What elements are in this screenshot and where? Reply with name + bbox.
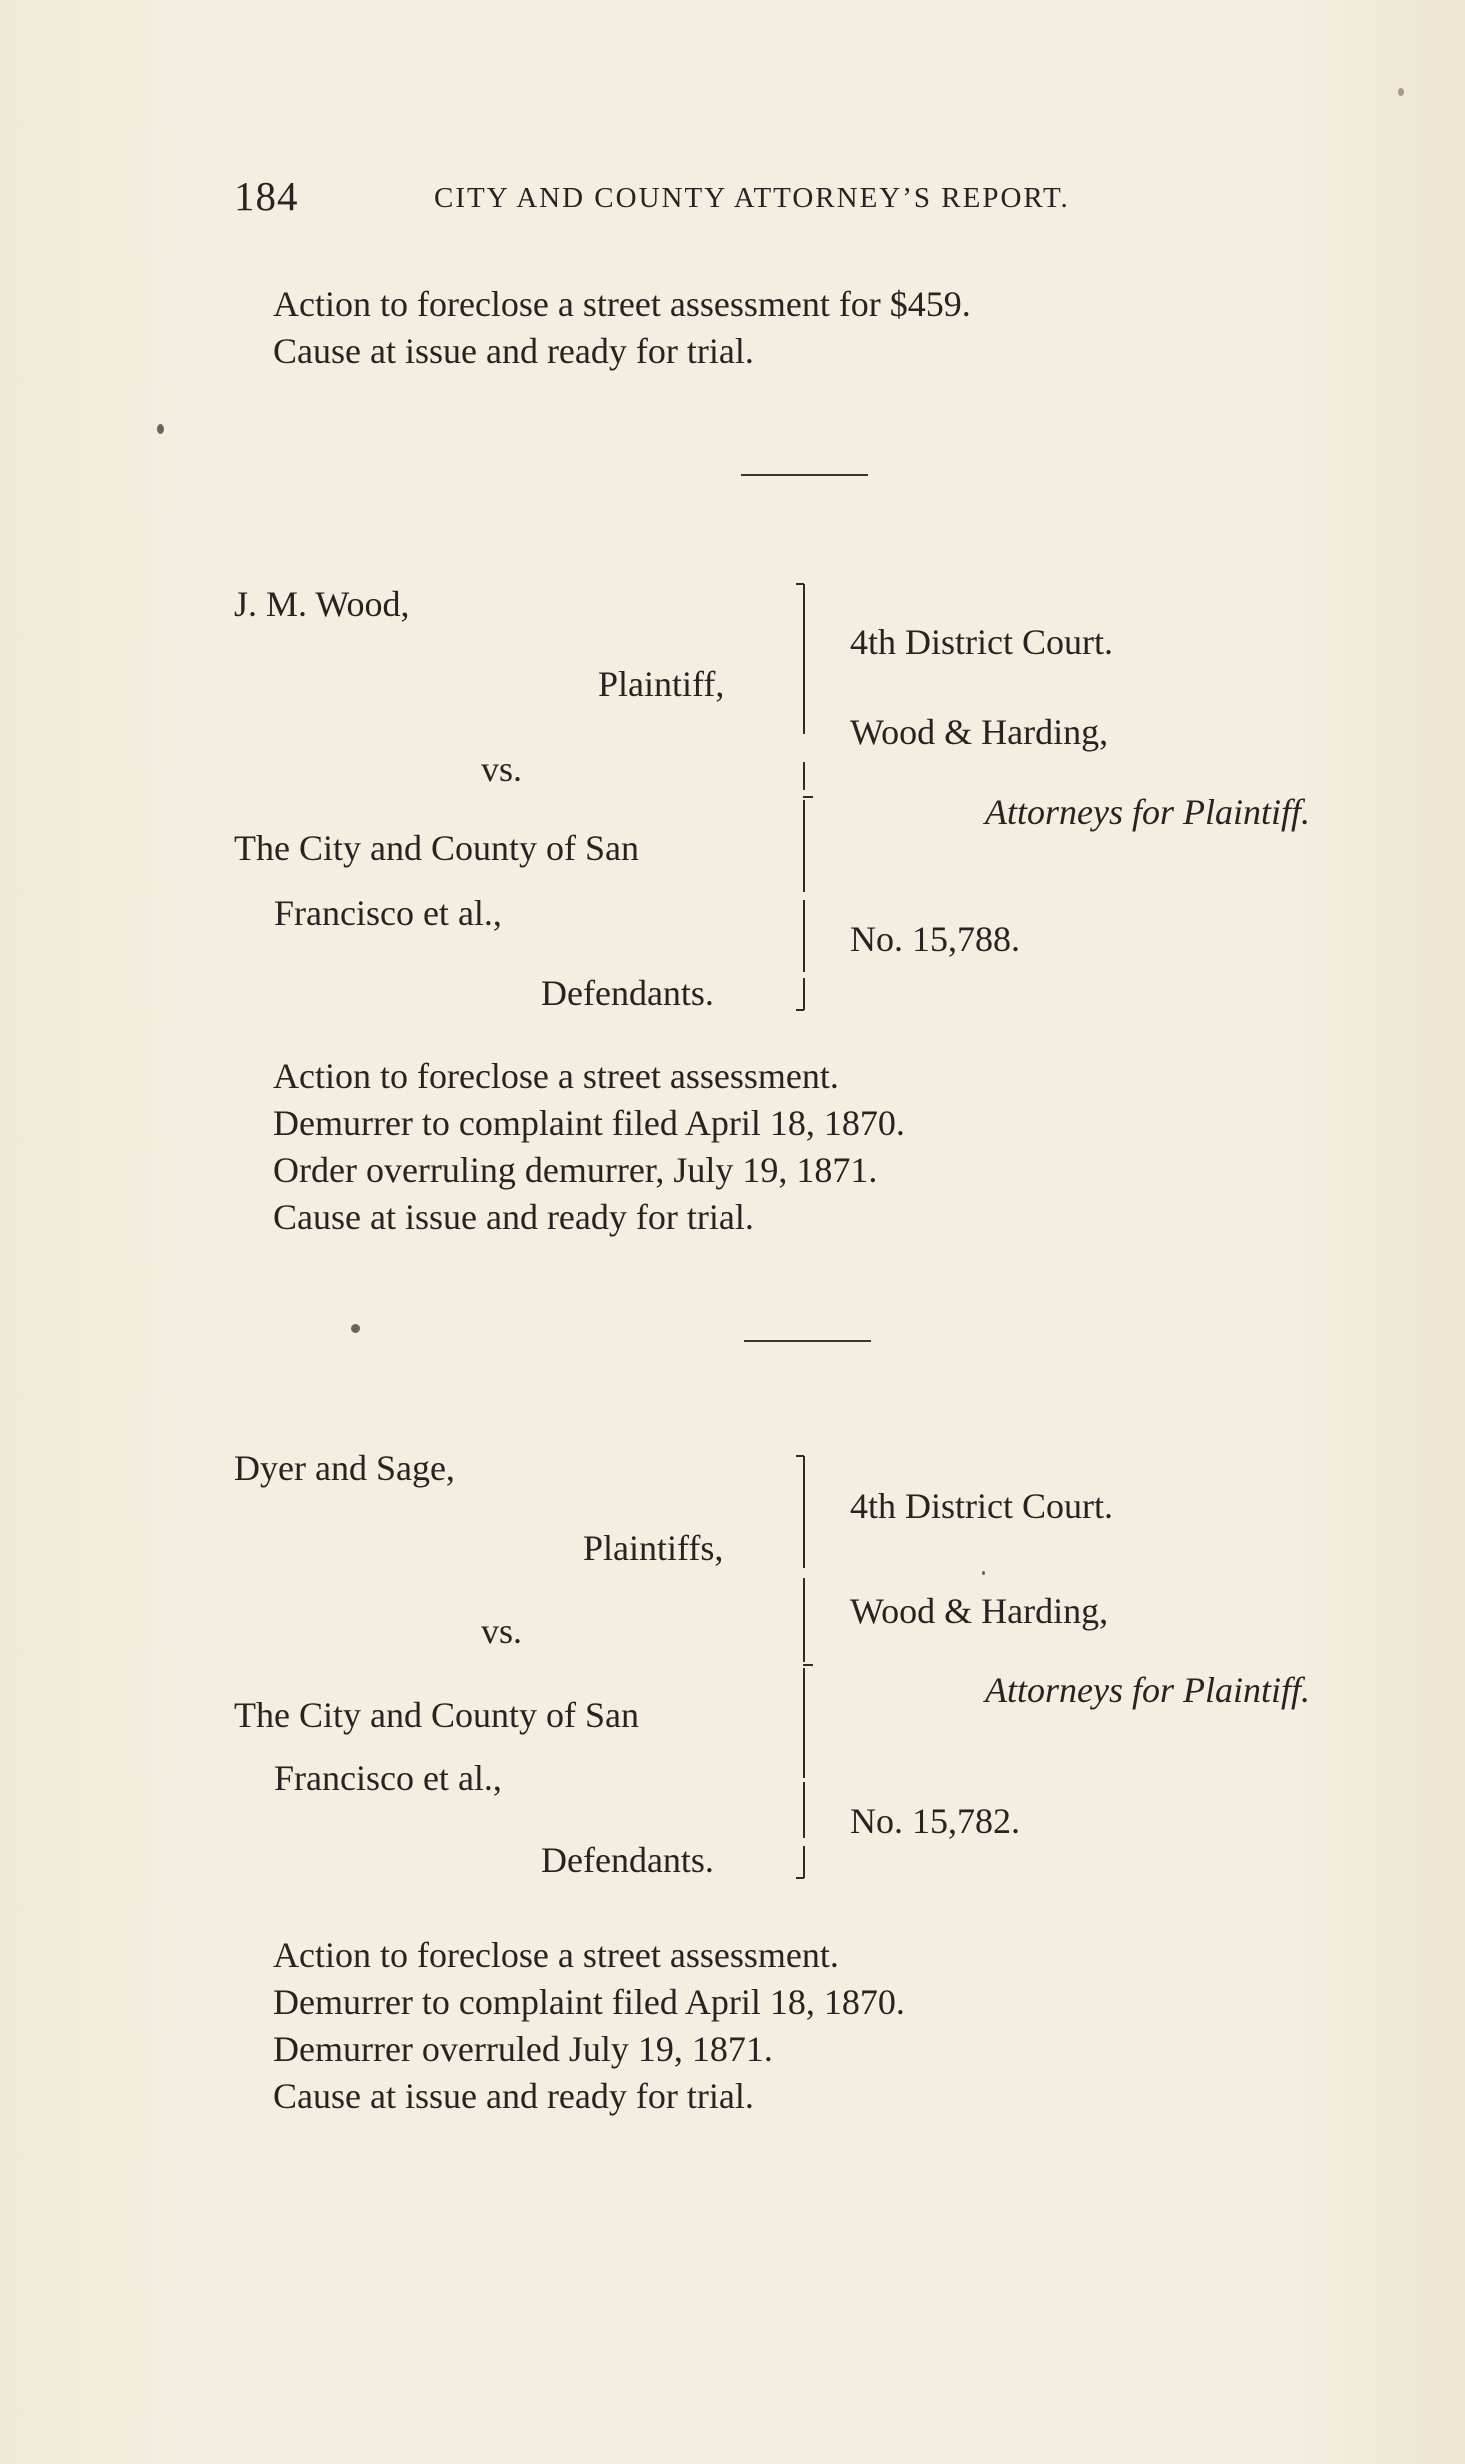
- case-note-line: Cause at issue and ready for trial.: [273, 2076, 754, 2116]
- section-divider: [741, 474, 868, 476]
- case-note-line: Action to foreclose a street assessment.: [273, 1056, 839, 1096]
- attorneys-name: Wood & Harding,: [850, 712, 1109, 752]
- intro-line: Cause at issue and ready for trial.: [273, 331, 754, 371]
- ink-speck: [157, 424, 164, 434]
- defendant-name: The City and County of San: [234, 1695, 639, 1735]
- attorneys-name: Wood & Harding,: [850, 1591, 1109, 1631]
- section-divider: [744, 1340, 871, 1342]
- defendant-name: The City and County of San: [234, 828, 639, 868]
- ink-speck: [1398, 88, 1404, 96]
- case-note-line: Order overruling demurrer, July 19, 1871.: [273, 1150, 878, 1190]
- court-name: 4th District Court.: [850, 622, 1113, 662]
- attorneys-role: Attorneys for Plaintiff.: [985, 1670, 1310, 1710]
- defendant-role: Defendants.: [541, 1840, 714, 1880]
- case-note-line: Demurrer overruled July 19, 1871.: [273, 2029, 773, 2069]
- running-head: CITY AND COUNTY ATTORNEY’S REPORT.: [434, 182, 1070, 214]
- plaintiff-name: J. M. Wood,: [234, 584, 410, 624]
- page-number: 184: [234, 173, 299, 219]
- case-note-line: Cause at issue and ready for trial.: [273, 1197, 754, 1237]
- ink-speck: [351, 1324, 360, 1333]
- attorneys-role: Attorneys for Plaintiff.: [985, 792, 1310, 832]
- intro-paragraph: [273, 281, 971, 375]
- plaintiff-role: Plaintiffs,: [583, 1528, 724, 1568]
- plaintiff-name: Dyer and Sage,: [234, 1448, 455, 1488]
- case-number: No. 15,782.: [850, 1801, 1020, 1841]
- intro-line: Action to foreclose a street assessment for $459.: [273, 284, 971, 324]
- ink-speck: [982, 1571, 985, 1575]
- case-note-line: Action to foreclose a street assessment.: [273, 1935, 839, 1975]
- court-name: 4th District Court.: [850, 1486, 1113, 1526]
- defendant-name-continued: Francisco et al.,: [274, 1758, 502, 1798]
- defendant-name-continued: Francisco et al.,: [274, 893, 502, 933]
- case-note-line: Demurrer to complaint filed April 18, 1870.: [273, 1103, 905, 1143]
- case-notes: [273, 1053, 905, 1241]
- versus-label: vs.: [481, 1611, 523, 1651]
- case-number: No. 15,788.: [850, 919, 1020, 959]
- versus-label: vs.: [481, 749, 523, 789]
- plaintiff-role: Plaintiff,: [598, 664, 725, 704]
- case-note-line: Demurrer to complaint filed April 18, 1870.: [273, 1982, 905, 2022]
- case-notes: [273, 1932, 905, 2120]
- defendant-role: Defendants.: [541, 973, 714, 1013]
